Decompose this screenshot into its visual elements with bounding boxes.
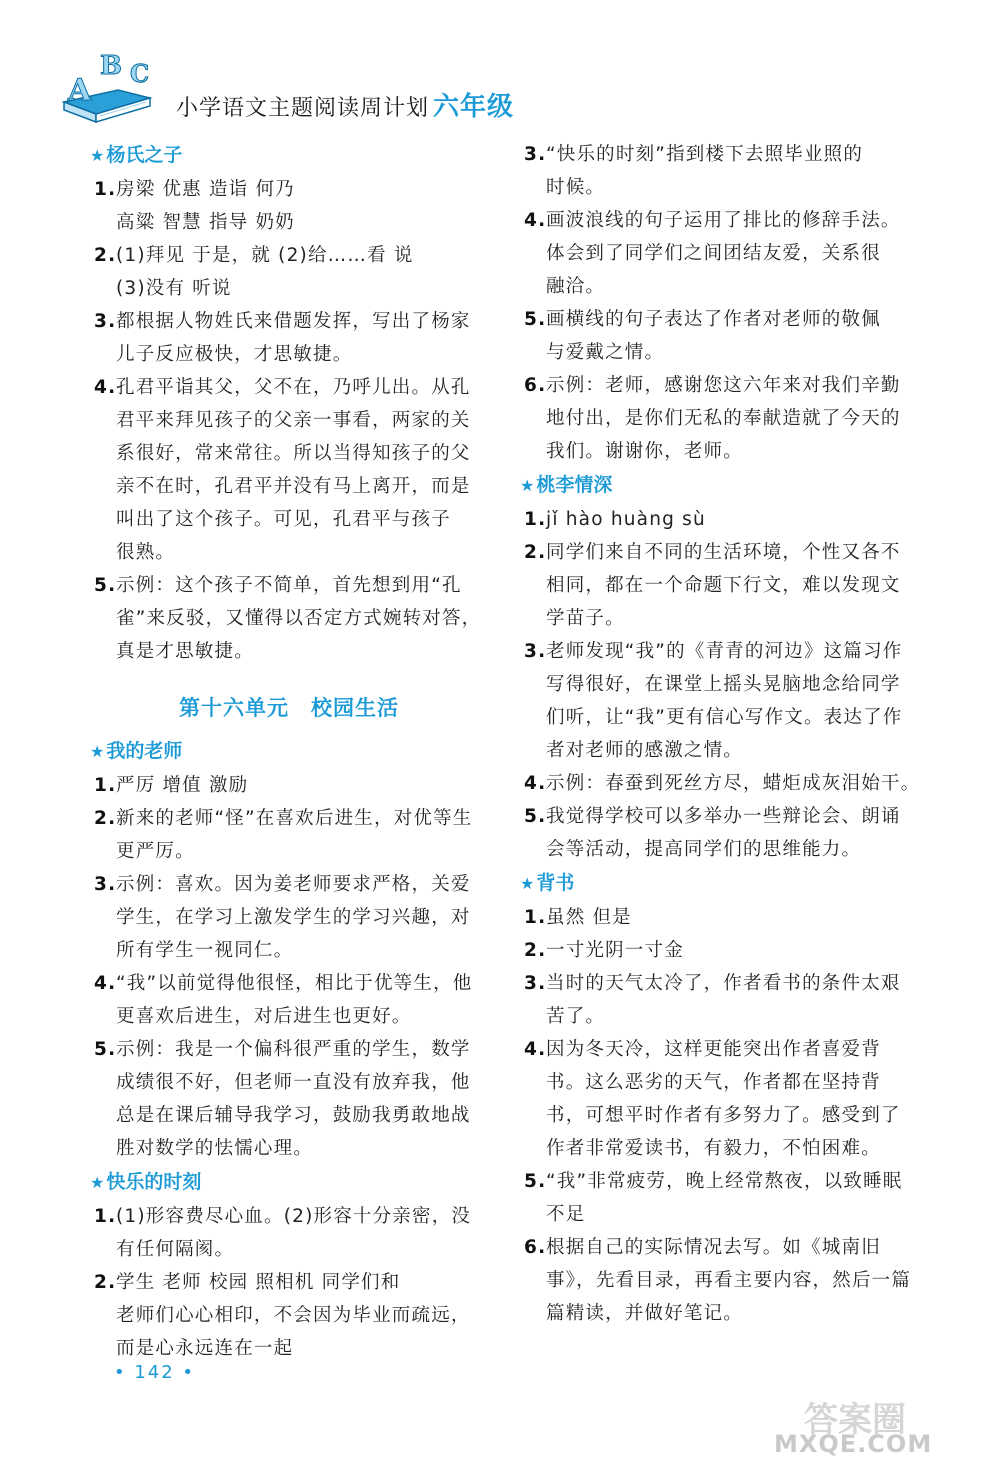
answer-line: 都根据人物姓氏来借题发挥，写出了杨家: [116, 311, 471, 332]
answer-line: 画横线的句子表达了作者对老师的敬佩: [546, 309, 881, 330]
answer-number: 2.: [94, 808, 117, 829]
section-yang-heading: ★ 杨氏之子: [90, 144, 183, 166]
section-happy-cont-list: [524, 138, 924, 468]
answer-item: [94, 1033, 484, 1165]
answer-number: 4.: [94, 973, 117, 994]
answer-line: 儿子反应极快，才思敏捷。: [116, 344, 353, 365]
answer-line: 孔君平诣其父，父不在，乃呼儿出。从孔: [116, 377, 471, 398]
answer-line: 叫出了这个孩子。可见，孔君平与孩子: [116, 509, 451, 530]
answer-line: 会等活动，提高同学们的思维能力。: [546, 839, 862, 860]
answer-line: 真是才思敏捷。: [116, 641, 254, 662]
answer-line: 示例：春蚕到死丝方尽，蜡炬成灰泪始干。: [546, 773, 921, 794]
answer-line: (3)没有 听说: [116, 278, 232, 299]
answer-line: 篇精读，并做好笔记。: [546, 1303, 744, 1324]
page-header: [58, 44, 515, 124]
star-icon: ★: [90, 742, 105, 761]
answer-line: 书。这么恶劣的天气，作者都在坚持背: [546, 1072, 881, 1093]
answer-number: 5.: [524, 1171, 547, 1192]
answer-item: [524, 800, 924, 866]
answer-item: [524, 303, 924, 369]
answer-line: 示例：喜欢。因为姜老师要求严格，关爱: [116, 874, 471, 895]
answer-item: [524, 635, 924, 767]
answer-number: 4.: [524, 773, 547, 794]
answer-line: 高粱 智慧 指导 奶奶: [116, 212, 295, 233]
answer-number: 5.: [94, 575, 117, 596]
star-icon: ★: [520, 476, 535, 495]
section-taoli-heading: ★ 桃李情深: [520, 474, 613, 496]
answer-line: 总是在课后辅导我学习，鼓励我勇敢地战: [116, 1105, 471, 1126]
answer-line: 君平来拜见孩子的父亲一事看，两家的关: [116, 410, 471, 431]
answer-line: 示例：我是一个偏科很严重的学生，数学: [116, 1039, 471, 1060]
answer-line: 示例：老师，感谢您这六年来对我们辛勤: [546, 375, 901, 396]
answer-line: 房梁 优惠 造诣 何乃: [116, 179, 295, 200]
abc-book-logo: [58, 44, 158, 124]
star-icon: ★: [90, 1173, 105, 1192]
answer-number: 1.: [94, 1206, 117, 1227]
answer-line: 老师们心心相印，不会因为毕业而疏远，: [116, 1305, 471, 1326]
svg-text:C: C: [130, 59, 150, 88]
answer-line: 很熟。: [116, 542, 176, 563]
answer-line: 所有学生一视同仁。: [116, 940, 294, 961]
book-title: 小学语文主题阅读周计划 六年级: [176, 92, 515, 122]
answer-item: [94, 967, 484, 1033]
answer-line: 不足: [546, 1204, 586, 1225]
answer-item: [524, 901, 924, 934]
answer-number: 5.: [94, 1039, 117, 1060]
svg-text:B: B: [100, 51, 122, 81]
answer-line: 事》，先看目录，再看主要内容，然后一篇: [546, 1270, 912, 1291]
answer-line: 写得很好，在课堂上摇头晃脑地念给同学: [546, 674, 901, 695]
answer-line: 有任何隔阂。: [116, 1239, 235, 1260]
left-column: [90, 138, 484, 1365]
section-happy-heading: ★ 快乐的时刻: [90, 1171, 202, 1193]
right-column: [520, 138, 924, 1330]
answer-line: 画波浪线的句子运用了排比的修辞手法。: [546, 210, 901, 231]
answer-line: (1)拜见 于是，就 (2)给……看 说: [116, 245, 414, 266]
answer-number: 3.: [524, 973, 547, 994]
answer-line: 成绩很不好，但老师一直没有放弃我，他: [116, 1072, 471, 1093]
answer-item: [524, 204, 924, 303]
answer-item: [94, 1200, 484, 1266]
answer-line: 学生，在学习上激发学生的学习兴趣，对: [116, 907, 471, 928]
answer-line: 雀”来反驳，又懂得以否定方式婉转对答，: [116, 608, 482, 629]
answer-number: 1.: [94, 775, 117, 796]
answer-item: [94, 868, 484, 967]
section-yang-list: [94, 173, 484, 668]
section-taoli-list: [524, 503, 924, 866]
answer-line: 严厉 增值 激励: [116, 775, 249, 796]
answer-number: 6.: [524, 1237, 547, 1258]
answer-line: 相同，都在一个命题下行文，难以发现文: [546, 575, 901, 596]
answer-number: 2.: [524, 940, 547, 961]
section-teacher-list: [94, 769, 484, 1165]
answer-number: 5.: [524, 806, 547, 827]
answer-line: jǐ hào huàng sù: [546, 509, 706, 530]
page-number: • 142 •: [114, 1362, 196, 1383]
answer-line: 示例：这个孩子不简单，首先想到用“孔: [116, 575, 462, 596]
answer-item: [94, 305, 484, 371]
answer-line: 体会到了同学们之间团结友爱，关系很: [546, 243, 881, 264]
answer-line: 我觉得学校可以多举办一些辩论会、朗诵: [546, 806, 901, 827]
answer-line: 当时的天气太冷了，作者看书的条件太艰: [546, 973, 901, 994]
answer-number: 4.: [524, 210, 547, 231]
watermark-logo: 答案圈: [804, 1400, 906, 1440]
answer-line: “快乐的时刻”指到楼下去照毕业照的: [546, 144, 864, 165]
answer-line: 根据自己的实际情况去写。如《城南旧: [546, 1237, 881, 1258]
answer-line: 一寸光阴一寸金: [546, 940, 684, 961]
answer-number: 4.: [524, 1039, 547, 1060]
answer-item: [524, 1231, 924, 1330]
answer-line: 们听，让“我”更有信心写作文。表达了作: [546, 707, 903, 728]
unit-title: 第十六单元 校园生活: [179, 696, 399, 720]
answer-item: [524, 503, 924, 536]
answer-item: [94, 769, 484, 802]
answer-line: 更喜欢后进生，对后进生也更好。: [116, 1006, 412, 1027]
answer-item: [94, 371, 484, 569]
answer-item: [94, 802, 484, 868]
answer-line: 书，可想平时作者有多努力了。感受到了: [546, 1105, 901, 1126]
watermark: [774, 1392, 974, 1462]
answer-number: 1.: [524, 509, 547, 530]
answer-line: 我们。谢谢你，老师。: [546, 441, 744, 462]
answer-item: [524, 1033, 924, 1165]
answer-line: 因为冬天冷，这样更能突出作者喜爱背: [546, 1039, 881, 1060]
answer-number: 4.: [94, 377, 117, 398]
answer-item: [94, 1266, 484, 1365]
answer-line: 作者非常爱读书，有毅力，不怕困难。: [546, 1138, 881, 1159]
star-icon: ★: [520, 874, 535, 893]
answer-number: 2.: [524, 542, 547, 563]
svg-text:A: A: [68, 73, 92, 108]
answer-number: 3.: [94, 311, 117, 332]
star-icon: ★: [90, 146, 105, 165]
answer-number: 3.: [524, 144, 547, 165]
answer-number: 1.: [94, 179, 117, 200]
answer-item: [524, 934, 924, 967]
answer-line: 融洽。: [546, 276, 606, 297]
answer-number: 2.: [94, 1272, 117, 1293]
answer-line: 系很好，常来常往。所以当得知孩子的父: [116, 443, 471, 464]
answer-line: 同学们来自不同的生活环境，个性又各不: [546, 542, 901, 563]
answer-number: 5.: [524, 309, 547, 330]
watermark-url: MXQE.COM: [774, 1430, 933, 1458]
answer-number: 1.: [524, 907, 547, 928]
answer-item: [524, 369, 924, 468]
answer-item: [94, 569, 484, 668]
answer-item: [524, 1165, 924, 1231]
answer-item: [94, 239, 484, 305]
answer-line: 虽然 但是: [546, 907, 632, 928]
section-teacher-heading: ★ 我的老师: [90, 740, 183, 762]
answer-line: 亲不在时，孔君平并没有马上离开，而是: [116, 476, 471, 497]
answer-line: 苦了。: [546, 1006, 606, 1027]
section-beishu-list: [524, 901, 924, 1330]
answer-line: (1)形容费尽心血。(2)形容十分亲密，没: [116, 1206, 472, 1227]
answer-item: [524, 967, 924, 1033]
section-beishu-heading: ★ 背书: [520, 872, 575, 894]
answer-number: 3.: [94, 874, 117, 895]
answer-line: 与爱戴之情。: [546, 342, 665, 363]
answer-number: 3.: [524, 641, 547, 662]
grade-label: 六年级: [433, 92, 515, 122]
answer-line: 者对老师的感激之情。: [546, 740, 744, 761]
answer-line: 胜对数学的怯懦心理。: [116, 1138, 314, 1159]
answer-item: [524, 138, 924, 204]
answer-line: 学生 老师 校园 照相机 同学们和: [116, 1272, 401, 1293]
answer-line: “我”以前觉得他很怪，相比于优等生，他: [116, 973, 473, 994]
answer-line: 而是心永远连在一起: [116, 1338, 294, 1359]
answer-line: 老师发现“我”的《青青的河边》这篇习作: [546, 641, 903, 662]
answer-item: [524, 536, 924, 635]
answer-number: 6.: [524, 375, 547, 396]
answer-line: 新来的老师“怪”在喜欢后进生，对优等生: [116, 808, 473, 829]
answer-line: 地付出，是你们无私的奉献造就了今天的: [546, 408, 901, 429]
answer-line: 学苗子。: [546, 608, 625, 629]
answer-number: 2.: [94, 245, 117, 266]
section-happy-list: [94, 1200, 484, 1365]
answer-line: “我”非常疲劳，晚上经常熬夜，以致睡眠: [546, 1171, 903, 1192]
answer-item: [94, 173, 484, 239]
answer-line: 更严厉。: [116, 841, 195, 862]
answer-item: [524, 767, 924, 800]
answer-line: 时候。: [546, 177, 606, 198]
